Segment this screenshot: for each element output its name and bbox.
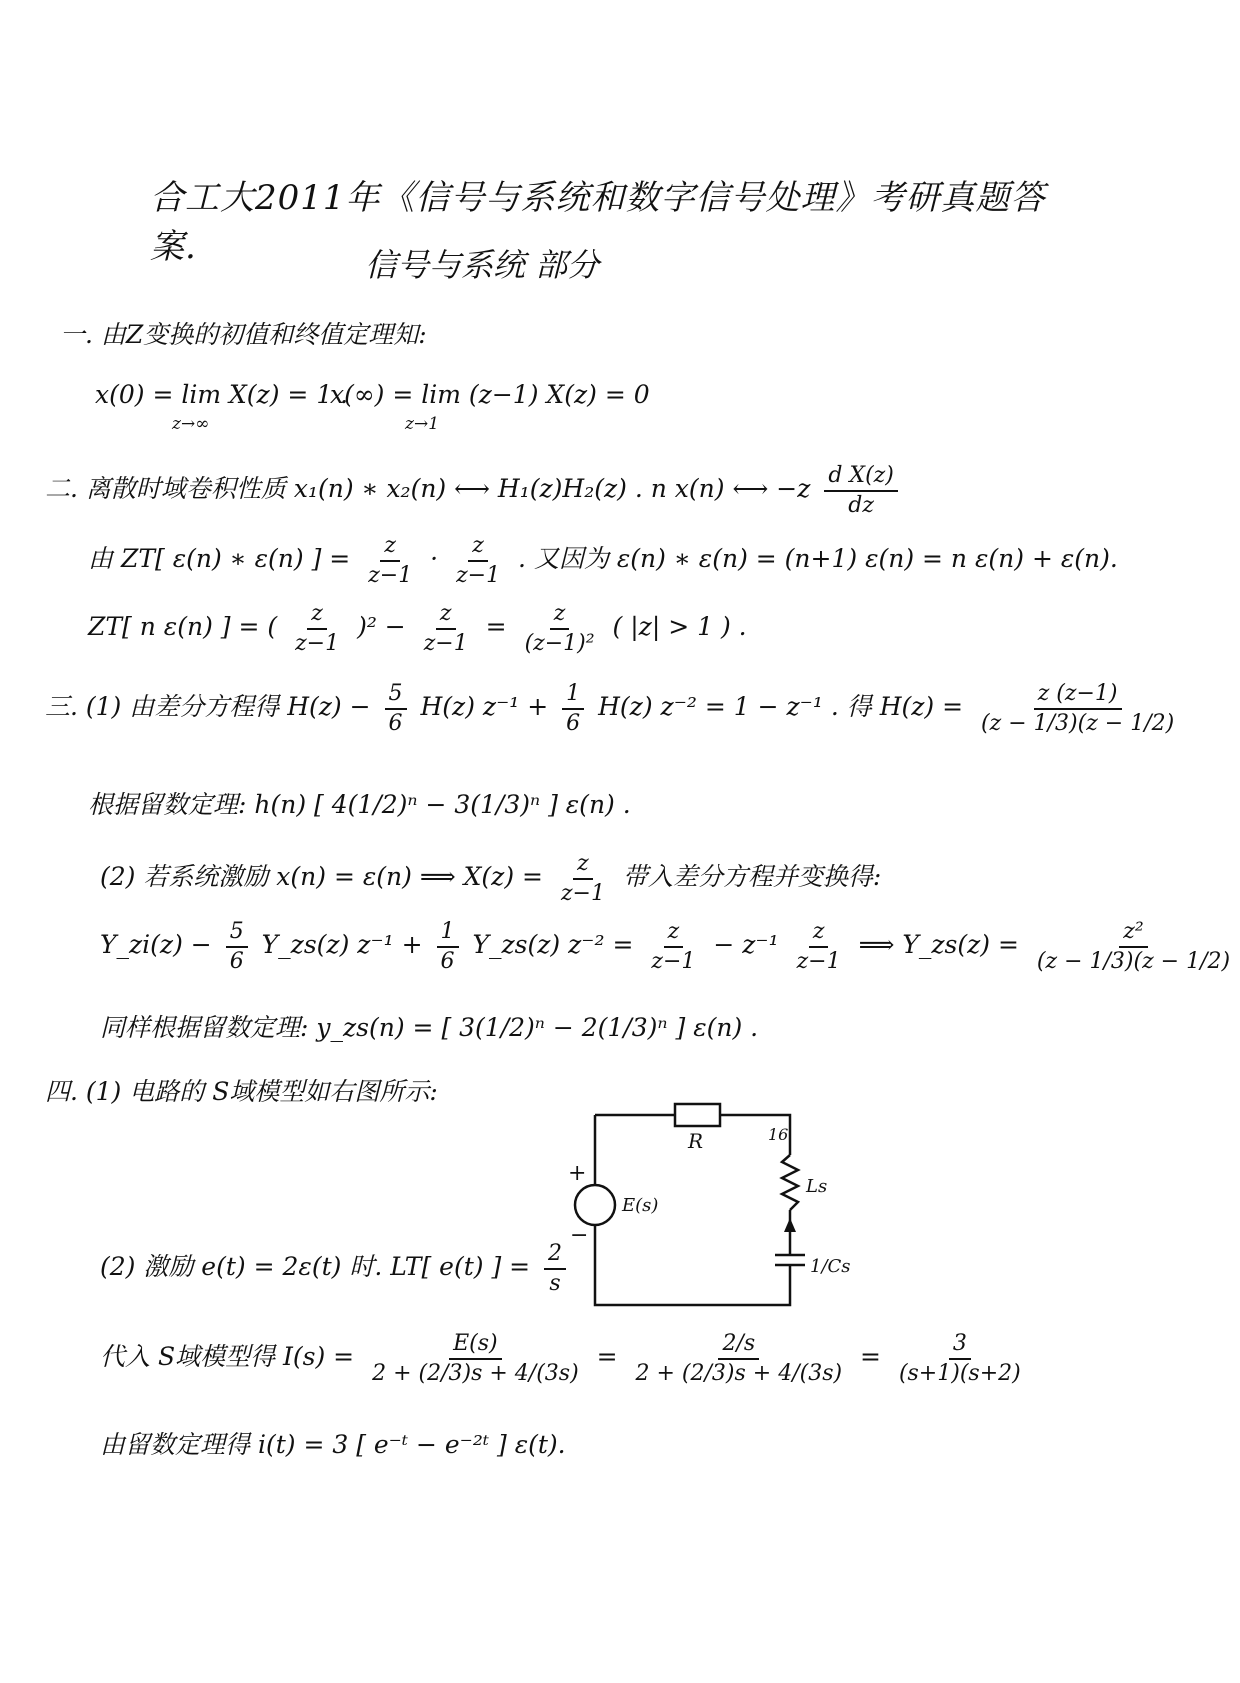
q4-line-3: 代入 S域模型得 I(s) = $\frac{E(s)}{2 + (2/3)s + 4/(3s)}$ = $\frac{2/s}{2 + (2/3)s + 4/(3s)}$ = $\frac{3}{(s+1)(s+2)}$ <box>100 1330 1031 1387</box>
q3-line-4-fraction-2: $\frac{1}{6}$ <box>437 918 459 975</box>
q3-line-2: 根据留数定理: h(n) [ 4(1/2)ⁿ − 3(1/3)ⁿ ] ε(n) . <box>88 790 631 819</box>
q3-line-4-fraction-5: $\frac{\text{z²}}{(z - 1/3)(z - 1/2)}$ <box>1036 919 1231 974</box>
q4-line-2-fraction-1: $\frac{2}{s}$ <box>544 1240 566 1297</box>
q4-line-4: 由留数定理得 i(t) = 3 [ e⁻ᵗ − e⁻²ᵗ ] ε(t). <box>100 1430 566 1459</box>
q2-line-1-text: 二. 离散时域卷积性质 x₁(n) ∗ x₂(n) ⟷ H₁(z)H₂(z) . n x(n) ⟷ −z <box>45 474 811 503</box>
inductor-symbol <box>782 1155 798 1210</box>
q2-line-2: 由 ZT[ ε(n) ∗ ε(n) ] = $\frac{z}{z-1}$ · $\frac{z}{z-1}$ . 又因为 ε(n) ∗ ε(n) = (n+1) ε(n) = n ε(n) + ε(n). <box>88 533 1118 588</box>
q4-line-3-fraction-1: $\frac{E(s)}{2 + (2/3)s + 4/(3s)}$ <box>372 1331 579 1386</box>
q2-line-2-fraction-1: $\frac{z}{z-1}$ <box>368 533 413 588</box>
q4-line-2: (2) 激励 e(t) = 2ε(t) 时. LT[ e(t) ] = $\frac{2}{s}$ <box>100 1240 572 1297</box>
q2-line-2-fraction-2: $\frac{z}{z-1}$ <box>456 533 501 588</box>
circuit-wire-bottom <box>595 1225 790 1305</box>
inductor-label: Ls <box>806 1176 828 1197</box>
source-plus-label: + <box>568 1161 587 1186</box>
q3-line-1-fraction-1: $\frac{5}{6}$ <box>385 680 407 737</box>
q4-line-3-fraction-2: $\frac{2/s}{2 + (2/3)s + 4/(3s)}$ <box>635 1331 843 1386</box>
q1-formula-initial: x(0) = lim X(z) = 1 . <box>95 380 349 409</box>
q2-line-3-fraction-3: $\frac{z}{\text{(z−1)²}}$ <box>524 601 595 656</box>
q3-line-1: 三. (1) 由差分方程得 H(z) − $\frac{5}{6}$ H(z) z⁻¹ + $\frac{1}{6}$ H(z) z⁻² = 1 − z⁻¹ . 得 H(z) = $\frac{z (z-1)}{(z - 1/3)(z - 1/2)}$ <box>45 680 1184 737</box>
q2-line-3-fraction-1: $\frac{z}{z-1}$ <box>295 601 340 656</box>
voltage-source-symbol <box>575 1185 615 1225</box>
capacitor-symbol <box>775 1255 805 1265</box>
q3-line-5: 同样根据留数定理: y_zs(n) = [ 3(1/2)ⁿ − 2(1/3)ⁿ ] ε(n) . <box>100 1013 759 1042</box>
resistor-label: R <box>688 1129 704 1153</box>
q2-line-1-fraction: $\frac{\text{d X(z)}}{dz}$ <box>824 462 898 519</box>
q2-line-3-fraction-2: $\frac{z}{z-1}$ <box>423 601 468 656</box>
q3-line-4-fraction-4: $\frac{z}{z-1}$ <box>796 919 841 974</box>
q4-line-1: 四. (1) 电路的 S域模型如右图所示: <box>45 1077 438 1106</box>
current-arrow-icon <box>784 1218 796 1232</box>
q3-line-1-fraction-3: $\frac{z (z-1)}{(z - 1/3)(z - 1/2)}$ <box>981 681 1175 736</box>
q3-line-4-fraction-3: $\frac{z}{z-1}$ <box>651 919 696 974</box>
q3-line-3: (2) 若系统激励 x(n) = ε(n) ⟹ X(z) = $\frac{z}{z-1}$ 带入差分方程并变换得: <box>100 851 882 906</box>
q3-line-4-fraction-1: $\frac{5}{6}$ <box>226 918 248 975</box>
current-label: 16 <box>768 1125 789 1144</box>
q1-formula-initial-sub: z→∞ <box>172 414 210 434</box>
q3-line-1-fraction-2: $\frac{1}{6}$ <box>562 680 584 737</box>
circuit-diagram <box>568 1110 880 1320</box>
q3-line-3-fraction-1: $\frac{z}{z-1}$ <box>560 851 605 906</box>
page-subtitle: 信号与系统 部分 <box>365 246 600 284</box>
q4-line-3-fraction-3: $\frac{3}{(s+1)(s+2)}$ <box>898 1331 1021 1386</box>
capacitor-label: 1/Cs <box>810 1256 851 1277</box>
source-label: E(s) <box>622 1195 659 1216</box>
page-title: 合工大2011年《信号与系统和数字信号处理》考研真题答案. <box>150 178 1046 267</box>
q1-heading: 一. 由Z变换的初值和终值定理知: <box>60 320 427 349</box>
q3-line-4: Y_zi(z) − $\frac{5}{6}$ Y_zs(z) z⁻¹ + $\frac{1}{6}$ Y_zs(z) z⁻² = $\frac{z}{z-1}$ − z⁻¹ $\frac{z}{z-1}$ ⟹ Y_zs(z) = $\frac{\text{z²}}{(z - 1/3)(z - 1/2)}$ <box>100 918 1240 975</box>
source-minus-label: − <box>570 1223 589 1248</box>
resistor-symbol <box>675 1104 720 1126</box>
q2-line-1 <box>45 462 904 519</box>
q1-formula-final: x(∞) = lim (z−1) X(z) = 0 <box>330 380 650 409</box>
q2-line-3: ZT[ n ε(n) ] = ( $\frac{z}{z-1}$ )² − $\frac{z}{z-1}$ = $\frac{z}{\text{(z−1)²}}$ ( |z| > 1 ) . <box>88 601 747 656</box>
q1-formula-final-sub: z→1 <box>405 414 440 434</box>
